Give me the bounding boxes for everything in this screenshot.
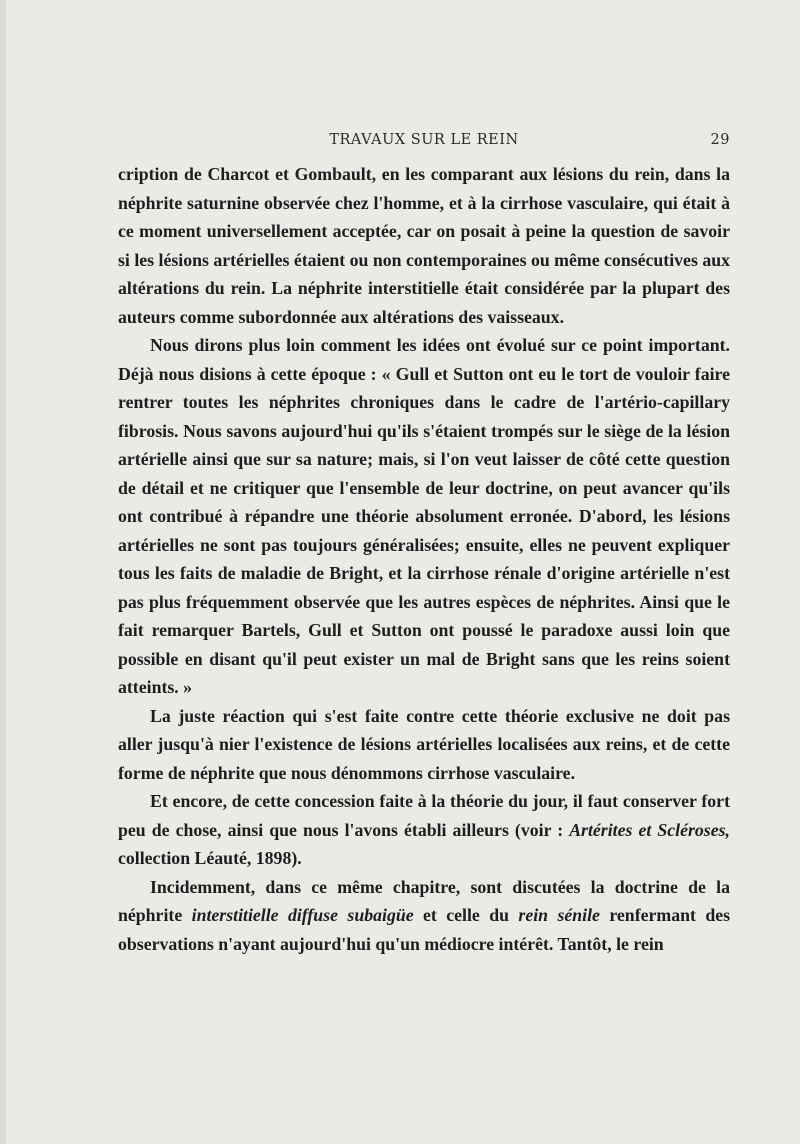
paragraph-5-text-middle: et celle du [413,905,519,925]
paragraph-5-text-before: Incidemment, dans ce même chapitre, sont discutées la doctrine de la néphrite [118,876,730,925]
paragraph-3: La juste réaction qui s'est faite contre cette théorie exclusive ne doit pas aller jusqu'à nier l'existence de lésions artérielles localisées aux reins, et de cette forme de néphrite que nous dénommons cirrhose vasculaire. [118,705,730,783]
running-head [118,132,730,152]
page-number: 29 [710,132,730,148]
paragraph-5-text-after: renfermant des observations n'ayant aujourd'hui qu'un médiocre intérêt. Tantôt, le rein [118,905,731,954]
paragraph-5 [118,873,730,959]
paragraph-1: cription de Charcot et Gombault, en les comparant aux lésions du rein, dans la néphrite saturnine observée chez l'homme, et à la cirrhose vasculaire, qui était à ce moment universellement acceptée, car on posait à peine la question de savoir si les lésions artérielles étaient ou non contemporaines ou même consécutives aux altérations du rein. La néphrite interstitielle était considérée par la plupart des auteurs comme subordonnée aux altérations des vaisseaux. [118,164,730,327]
paragraph-4-text-after: collection Léauté, 1898). [118,848,302,868]
paragraph-5-italic-term-2: rein sénile [518,905,600,925]
paragraph-4 [118,787,730,873]
running-title: TRAVAUX SUR LE REIN [329,132,519,148]
body-text [118,160,730,958]
paragraph-4-text-before: Et encore, de cette concession faite à la théorie du jour, il faut conserver fort peu de chose, ainsi que nous l'avons établi ailleurs (voir : [118,791,730,840]
paragraph-4-italic-title: Artérites et Scléroses, [569,819,730,840]
paragraph-5-italic-term-1: interstitielle diffuse subaigüe [191,905,414,925]
paragraph-2: Nous dirons plus loin comment les idées ont évolué sur ce point important. Déjà nous disions à cette époque : « Gull et Sutton ont eu le tort de vouloir faire rentrer toutes les néphrites chroniques dans le cadre de l'artério-capillary fibrosis. Nous savons aujourd'hui qu'ils s'étaient trompés sur le siège de la lésion artérielle ainsi que sur sa nature; mais, si l'on veut laisser de côté cette question de détail et ne critiquer que l'ensemble de leur doctrine, on peut avancer qu'ils ont contribué à répandre une théorie absolument erronée. D'abord, les lésions artérielles ne sont pas toujours généralisées; ensuite, elles ne peuvent expliquer tous les faits de maladie de Bright, et la cirrhose rénale d'origine artérielle n'est pas plus fréquemment observée que les autres espèces de néphrites. Ainsi que le fait remarquer Bartels, Gull et Sutton ont poussé le paradoxe aussi loin que possible en disant qu'il peut exister un mal de Bright sans que les reins soient atteints. » [118,335,730,697]
